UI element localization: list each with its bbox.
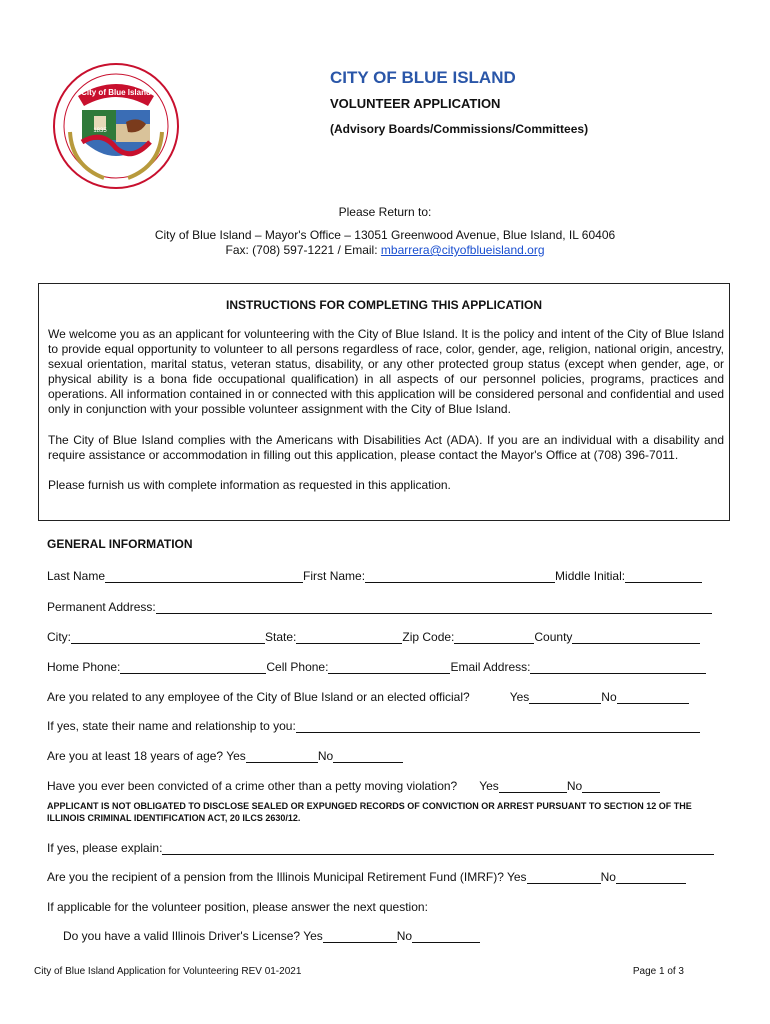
related-no-field[interactable] xyxy=(617,691,689,704)
city-row xyxy=(47,630,700,644)
related-yes-field[interactable] xyxy=(529,691,601,704)
email-link[interactable]: mbarrera@cityofblueisland.org xyxy=(380,243,545,257)
related-row xyxy=(47,690,689,704)
pension-row xyxy=(47,870,686,884)
crime-explain-label: If yes, please explain: xyxy=(47,841,163,855)
first-name-label: First Name: xyxy=(303,569,366,583)
related-explain-field[interactable] xyxy=(296,720,700,733)
document-subsubtitle: (Advisory Boards/Commissions/Committees) xyxy=(330,122,589,136)
crime-question: Have you ever been convicted of a crime other than a petty moving violation? xyxy=(47,779,458,793)
pension-yes-field[interactable] xyxy=(527,871,601,884)
middle-initial-field[interactable] xyxy=(625,570,702,583)
return-address: City of Blue Island – Mayor's Office – 13051 Greenwood Avenue, Blue Island, IL 60406 xyxy=(154,228,616,242)
city-seal-logo xyxy=(52,62,180,190)
applicable-row xyxy=(47,900,428,914)
svg-text:1835: 1835 xyxy=(93,128,107,134)
instructions-paragraph-3: Please furnish us with complete information as requested in this application. xyxy=(48,478,451,492)
home-phone-label: Home Phone: xyxy=(47,660,121,674)
license-row xyxy=(63,929,480,943)
county-field[interactable] xyxy=(572,631,700,644)
general-info-heading: GENERAL INFORMATION xyxy=(47,537,193,551)
phone-row xyxy=(47,660,706,674)
related-no-label: No xyxy=(601,690,617,704)
related-question: Are you related to any employee of the City of Blue Island or an elected official? xyxy=(47,690,470,704)
footer-page-number: Page 1 of 3 xyxy=(632,966,684,977)
cell-phone-label: Cell Phone: xyxy=(266,660,329,674)
applicable-note: If applicable for the volunteer position, please answer the next question: xyxy=(47,900,428,914)
pension-question: Are you the recipient of a pension from the Illinois Municipal Retirement Fund (IMRF)? Yes xyxy=(47,870,527,884)
last-name-label: Last Name xyxy=(47,569,106,583)
related-yes-label: Yes xyxy=(509,690,530,704)
last-name-field[interactable] xyxy=(105,570,303,583)
age-question: Are you at least 18 years of age? Yes xyxy=(47,749,246,763)
return-label: Please Return to: xyxy=(338,205,432,219)
state-label: State: xyxy=(265,630,297,644)
first-name-field[interactable] xyxy=(365,570,555,583)
zip-field[interactable] xyxy=(454,631,534,644)
middle-initial-label: Middle Initial: xyxy=(555,569,626,583)
home-phone-field[interactable] xyxy=(120,661,266,674)
permanent-address-field[interactable] xyxy=(156,601,712,614)
crime-no-field[interactable] xyxy=(582,780,660,793)
document-subtitle: VOLUNTEER APPLICATION xyxy=(330,96,501,111)
city-field[interactable] xyxy=(71,631,265,644)
cell-phone-field[interactable] xyxy=(328,661,450,674)
pension-no-label: No xyxy=(600,870,616,884)
name-row xyxy=(47,569,702,583)
instructions-paragraph-1: We welcome you as an applicant for volunteering with the City of Blue Island. It is the policy and intent of the City of Blue Island to provide equal opportunity to volunteer to all persons regardless of race, color, gender, age, religion, national origin, ancestry, sexual orientation, marital status, veteran status, disability, or any other protected group status (except when gender, age, or physical ability is a bona fide occupational qualification) in all aspects of our personnel policies, programs, practices and operations. All information contained in or connected with this application will be considered personal and confidential and used only in conjunction with your possible volunteer assignment with the City of Blue Island. xyxy=(48,327,724,416)
footer-revision: City of Blue Island Application for Volunteering REV 01-2021 xyxy=(34,966,302,977)
crime-explain-field[interactable] xyxy=(162,842,714,855)
crime-yes-label: Yes xyxy=(479,779,499,793)
zip-label: Zip Code: xyxy=(402,630,455,644)
license-yes-field[interactable] xyxy=(323,930,397,943)
age-yes-field[interactable] xyxy=(246,750,318,763)
state-field[interactable] xyxy=(296,631,402,644)
instructions-title: INSTRUCTIONS FOR COMPLETING THIS APPLICATION xyxy=(226,298,542,312)
disclosure-notice: APPLICANT IS NOT OBLIGATED TO DISCLOSE SEALED OR EXPUNGED RECORDS OF CONVICTION OR ARREST PURSUANT TO SECTION 12 OF THE ILLINOIS CRIMINAL IDENTIFICATION ACT, 20 ILCS 2630/12. xyxy=(47,801,692,823)
crime-row xyxy=(47,779,660,793)
related-explain-row xyxy=(47,719,700,733)
email-address-label: Email Address: xyxy=(450,660,531,674)
address-row xyxy=(47,600,712,614)
fax-email-prefix: Fax: (708) 597-1221 / Email: xyxy=(225,243,381,257)
document-title: CITY OF BLUE ISLAND xyxy=(330,68,516,87)
county-label: County xyxy=(534,630,573,644)
instructions-box xyxy=(38,283,730,521)
license-no-label: No xyxy=(396,929,413,943)
age-row xyxy=(47,749,403,763)
age-no-label: No xyxy=(317,749,334,763)
related-explain-label: If yes, state their name and relationship to you: xyxy=(47,719,296,733)
crime-yes-field[interactable] xyxy=(499,780,567,793)
age-no-field[interactable] xyxy=(333,750,403,763)
email-address-field[interactable] xyxy=(530,661,706,674)
pension-no-field[interactable] xyxy=(616,871,686,884)
permanent-address-label: Permanent Address: xyxy=(47,600,156,614)
city-label: City: xyxy=(47,630,71,644)
license-question: Do you have a valid Illinois Driver's License? Yes xyxy=(63,929,323,943)
instructions-paragraph-2: The City of Blue Island complies with the Americans with Disabilities Act (ADA). If you are an individual with a disability and require assistance or accommodation in filling out this application, please contact the Mayor's Office at (708) 396-7011. xyxy=(48,433,724,462)
return-contact xyxy=(0,243,770,257)
license-no-field[interactable] xyxy=(412,930,480,943)
svg-text:City of Blue Island: City of Blue Island xyxy=(81,88,151,97)
crime-no-label: No xyxy=(566,779,583,793)
crime-explain-row xyxy=(47,841,714,855)
